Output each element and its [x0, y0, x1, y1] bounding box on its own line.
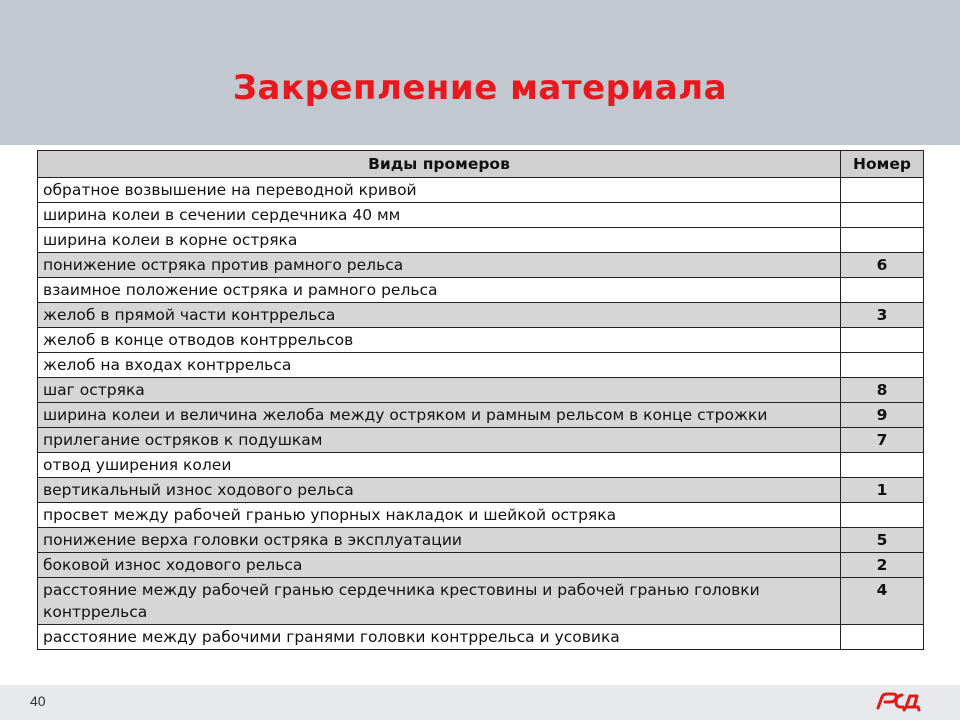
measurement-number: 1	[841, 478, 924, 503]
measurement-number	[841, 178, 924, 203]
measurement-number: 2	[841, 553, 924, 578]
measurement-type: желоб на входах контррельса	[38, 353, 841, 378]
measurement-type: прилегание остряков к подушкам	[38, 428, 841, 453]
measurement-number	[841, 453, 924, 478]
rzd-logo-icon	[872, 688, 928, 714]
measurement-number: 9	[841, 403, 924, 428]
table-row	[38, 528, 924, 553]
table-row	[38, 428, 924, 453]
table-row	[38, 278, 924, 303]
table-row	[38, 403, 924, 428]
measurement-type: расстояние между рабочей гранью сердечника крестовины и рабочей гранью головки контррельса	[38, 578, 841, 625]
measurement-number	[841, 353, 924, 378]
measurement-number: 6	[841, 253, 924, 278]
measurement-type: просвет между рабочей гранью упорных накладок и шейкой остряка	[38, 503, 841, 528]
measurement-number	[841, 625, 924, 650]
measurement-type: ширина колеи и величина желоба между остряком и рамным рельсом в конце строжки	[38, 403, 841, 428]
measurement-number: 5	[841, 528, 924, 553]
measurement-number: 7	[841, 428, 924, 453]
measurement-number	[841, 228, 924, 253]
measurement-type: ширина колеи в корне остряка	[38, 228, 841, 253]
table-header-row	[38, 151, 924, 178]
table-row	[38, 478, 924, 503]
table-row	[38, 378, 924, 403]
measurement-number: 3	[841, 303, 924, 328]
table-row	[38, 253, 924, 278]
measurement-type: отвод уширения колеи	[38, 453, 841, 478]
measurement-type: ширина колеи в сечении сердечника 40 мм	[38, 203, 841, 228]
measurement-type: расстояние между рабочими гранями головки контррельса и усовика	[38, 625, 841, 650]
measurement-type: вертикальный износ ходового рельса	[38, 478, 841, 503]
table-row	[38, 578, 924, 625]
measurement-number: 4	[841, 578, 924, 625]
footer-band	[0, 685, 960, 720]
measurements-table	[37, 150, 924, 650]
table-body	[38, 178, 924, 650]
measurement-type: понижение остряка против рамного рельса	[38, 253, 841, 278]
measurement-number: 8	[841, 378, 924, 403]
measurement-type: желоб в конце отводов контррельсов	[38, 328, 841, 353]
page-number: 40	[30, 693, 46, 709]
table-row	[38, 553, 924, 578]
table-row	[38, 303, 924, 328]
measurement-number	[841, 328, 924, 353]
measurement-number	[841, 278, 924, 303]
column-header-types: Виды промеров	[38, 151, 841, 178]
measurement-type: боковой износ ходового рельса	[38, 553, 841, 578]
table-row	[38, 625, 924, 650]
slide-title: Закрепление материала	[232, 68, 728, 108]
column-header-number: Номер	[841, 151, 924, 178]
table-row	[38, 503, 924, 528]
table-row	[38, 228, 924, 253]
table-row	[38, 453, 924, 478]
measurement-type: обратное возвышение на переводной кривой	[38, 178, 841, 203]
measurement-number	[841, 503, 924, 528]
table-row	[38, 328, 924, 353]
measurement-type: желоб в прямой части контррельса	[38, 303, 841, 328]
measurement-type: понижение верха головки остряка в эксплуатации	[38, 528, 841, 553]
measurement-type: взаимное положение остряка и рамного рельса	[38, 278, 841, 303]
measurement-number	[841, 203, 924, 228]
table-row	[38, 203, 924, 228]
table-row	[38, 353, 924, 378]
measurement-type: шаг остряка	[38, 378, 841, 403]
table-row	[38, 178, 924, 203]
